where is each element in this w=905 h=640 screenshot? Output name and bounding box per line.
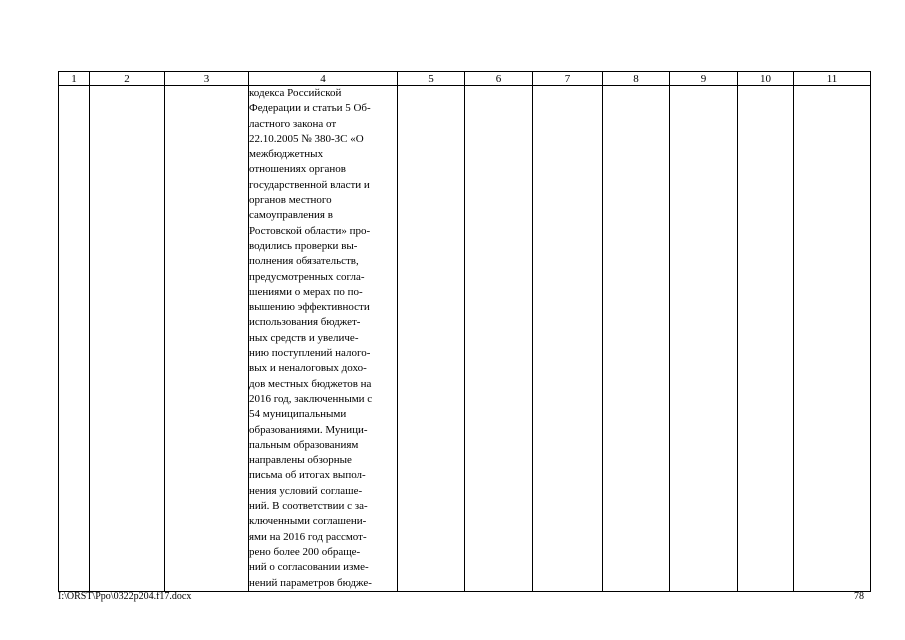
cell-text-line: предусмотренных согла- bbox=[249, 270, 365, 283]
cell-text-line: 2016 год, заключенными с bbox=[249, 392, 373, 405]
column-header-4: 4 bbox=[249, 72, 398, 86]
cell-text-line: межбюджетных bbox=[249, 148, 324, 161]
cell-text-line: водились проверки вы- bbox=[249, 239, 358, 252]
column-header-1: 1 bbox=[59, 72, 90, 86]
cell-text-line: полнения обязательств, bbox=[249, 255, 359, 268]
cell-text-line: кодекса Российской bbox=[249, 87, 342, 99]
table-cell-col-5 bbox=[398, 86, 465, 592]
table-cell-col-8 bbox=[603, 86, 670, 592]
column-header-11: 11 bbox=[794, 72, 871, 86]
column-header-3: 3 bbox=[165, 72, 249, 86]
cell-text-line: органов местного bbox=[249, 194, 332, 207]
cell-text-line: ний. В соответствии с за- bbox=[249, 500, 368, 513]
cell-text-line: шениями о мерах по по- bbox=[249, 285, 363, 298]
column-header-6: 6 bbox=[465, 72, 533, 86]
document-table bbox=[58, 71, 871, 592]
cell-text-line: 54 муниципальными bbox=[249, 408, 347, 421]
cell-text-line: ластного закона от bbox=[249, 117, 337, 130]
cell-text-line: нений параметров бюдже- bbox=[249, 576, 372, 589]
table-cell-col-1 bbox=[59, 86, 90, 592]
column-header-7: 7 bbox=[533, 72, 603, 86]
cell-text-line: государственной власти и bbox=[249, 178, 370, 191]
column-header-2: 2 bbox=[90, 72, 165, 86]
table-cell-col-2 bbox=[90, 86, 165, 592]
cell-text-line: ных средств и увеличе- bbox=[249, 331, 359, 344]
cell-text-line: пальным образованиям bbox=[249, 438, 359, 451]
footer-page-number: 78 bbox=[854, 591, 864, 602]
table-header-row bbox=[59, 72, 871, 86]
cell-text-line: вышению эффективности bbox=[249, 301, 370, 314]
table-row bbox=[59, 86, 871, 592]
cell-text-line: вых и неналоговых дохо- bbox=[249, 362, 367, 375]
cell-text-line: 22.10.2005 № 380-ЗС «О bbox=[249, 132, 364, 145]
table-cell-col-7 bbox=[533, 86, 603, 592]
table-cell-col-11 bbox=[794, 86, 871, 592]
cell-text-line: Ростовской области» про- bbox=[249, 224, 371, 237]
cell-text-line: Федерации и статьи 5 Об- bbox=[249, 102, 371, 115]
column-header-8: 8 bbox=[603, 72, 670, 86]
footer-file-path: I:\ORST\Ppo\0322p204.f17.docx bbox=[58, 591, 192, 602]
cell-text-line: нения условий соглаше- bbox=[249, 484, 363, 497]
cell-text-line: нию поступлений налого- bbox=[249, 347, 371, 360]
table-cell-col-4 bbox=[249, 86, 398, 592]
table-cell-col-6 bbox=[465, 86, 533, 592]
cell-text-line: дов местных бюджетов на bbox=[249, 377, 372, 390]
cell-text-line: письма об итогах выпол- bbox=[249, 469, 366, 482]
table-cell-col-10 bbox=[738, 86, 794, 592]
cell-text-line: ями на 2016 год рассмот- bbox=[249, 530, 367, 543]
cell-text-line: использования бюджет- bbox=[249, 316, 361, 329]
cell-text-line: ключенными соглашени- bbox=[249, 515, 367, 528]
cell-text-line: направлены обзорные bbox=[249, 454, 352, 467]
cell-text-line: ний о согласовании изме- bbox=[249, 561, 369, 574]
column-header-10: 10 bbox=[738, 72, 794, 86]
cell-text-line: самоуправления в bbox=[249, 209, 333, 222]
table-cell-col-9 bbox=[670, 86, 738, 592]
cell-text-line: рено более 200 обраще- bbox=[249, 545, 361, 558]
table-cell-col-3 bbox=[165, 86, 249, 592]
cell-text-line: образованиями. Муници- bbox=[249, 423, 368, 436]
column-header-9: 9 bbox=[670, 72, 738, 86]
cell-text-line: отношениях органов bbox=[249, 163, 346, 176]
column-header-5: 5 bbox=[398, 72, 465, 86]
